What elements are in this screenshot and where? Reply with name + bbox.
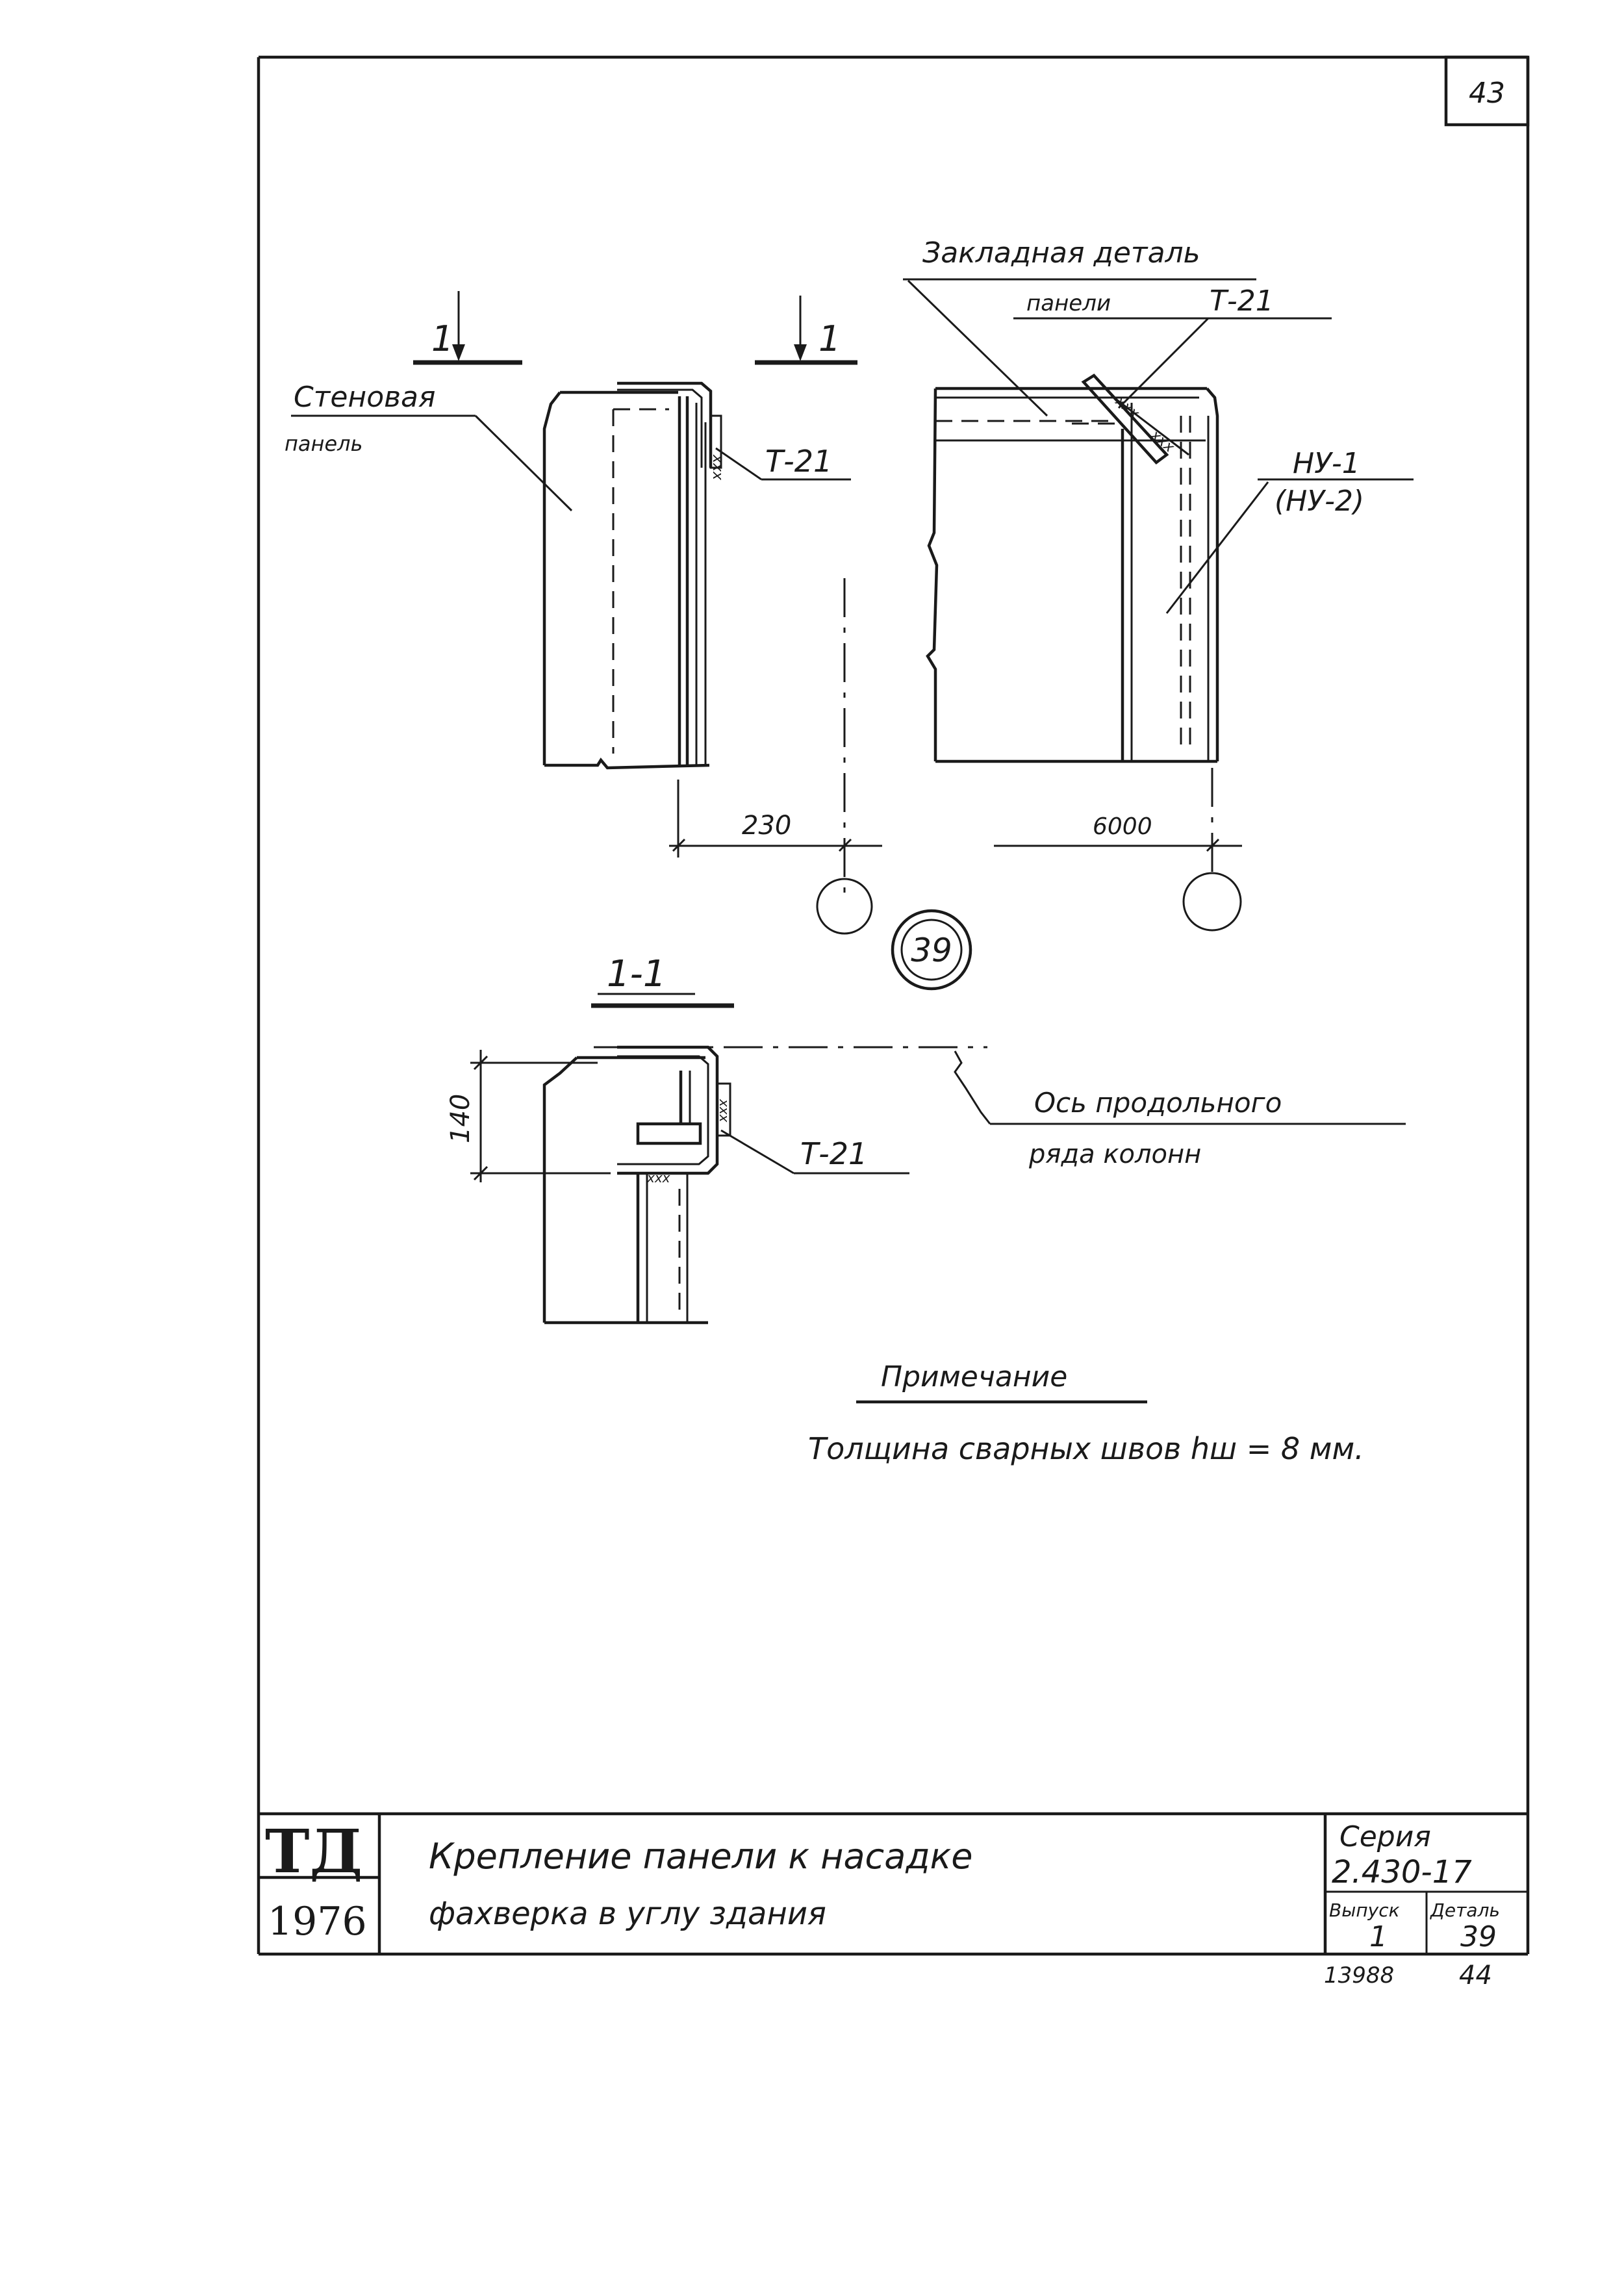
detail-marker-number: 39 — [911, 932, 952, 969]
sheet-number: 43 — [1469, 77, 1505, 110]
dimension-230: 230 — [742, 811, 792, 841]
label-nu1: НУ-1 — [1293, 447, 1360, 480]
weld-mark-section-2: xxx — [647, 1170, 670, 1186]
sheet-number-box — [1446, 57, 1528, 125]
label-t21-left: Т-21 — [765, 444, 833, 479]
section-angle-t21 — [617, 1047, 717, 1173]
dimension-6000: 6000 — [1093, 813, 1152, 840]
issue-value: 1 — [1369, 1920, 1388, 1953]
axis-circle-left — [817, 879, 872, 934]
note-text: Толщина сварных швов hш = 8 мм. — [808, 1431, 1364, 1466]
logo-td: ТД — [265, 1816, 363, 1887]
axis-and-dimensions — [669, 578, 1242, 989]
series-value: 2.430-17 — [1332, 1854, 1472, 1890]
title-line-2: фахверка в углу здания — [429, 1896, 826, 1932]
label-t21-section: Т-21 — [800, 1136, 868, 1171]
note-block — [808, 1360, 1364, 1466]
issue-label: Выпуск — [1329, 1900, 1400, 1921]
label-axis-longitudinal: Ось продольного — [1034, 1087, 1282, 1119]
label-wall-panel-2: панель — [285, 431, 363, 456]
weld-mark-right-2: xxx — [1147, 427, 1178, 456]
label-embedded-detail-2: панели — [1026, 290, 1111, 316]
right-elevation-view — [903, 236, 1414, 761]
dimension-140: 140 — [446, 1093, 476, 1143]
title-block — [259, 1814, 1528, 1990]
left-elevation-view — [285, 291, 857, 768]
weld-mark-left: xxx — [709, 455, 726, 481]
note-title: Примечание — [881, 1360, 1068, 1393]
break-line — [928, 388, 937, 761]
wall-panel-edge — [544, 392, 560, 765]
section-title: 1-1 — [607, 953, 666, 995]
detail-label: Деталь — [1430, 1900, 1500, 1921]
sheet-code: 13988 — [1324, 1963, 1395, 1989]
section-mark-left: 1 — [431, 318, 454, 359]
label-t21-right: Т-21 — [1210, 285, 1274, 318]
section-1-1-view — [446, 953, 1406, 1323]
year: 1976 — [268, 1899, 367, 1944]
label-wall-panel: Стеновая — [294, 381, 436, 414]
section-panel-edge — [544, 1058, 577, 1323]
sheet-page: 44 — [1459, 1961, 1492, 1990]
axis-circle-right — [1184, 873, 1241, 930]
weld-mark-right-1: xxx — [1112, 393, 1143, 422]
section-mark-right: 1 — [818, 318, 841, 359]
title-line-1: Крепление панели к насадке — [429, 1836, 973, 1877]
label-nu2: (НУ-2) — [1275, 485, 1365, 518]
label-embedded-detail: Закладная деталь — [922, 236, 1200, 270]
detail-value: 39 — [1460, 1920, 1497, 1953]
label-axis-column-row: ряда колонн — [1029, 1139, 1202, 1169]
series-label: Серия — [1339, 1820, 1431, 1853]
weld-mark-section-1: xxx — [717, 1099, 732, 1123]
